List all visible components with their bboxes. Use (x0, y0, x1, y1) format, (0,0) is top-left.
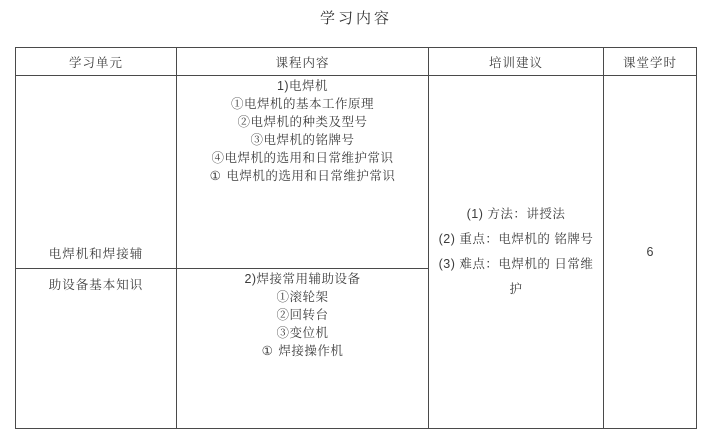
content-line: ②电焊机的种类及型号 (237, 115, 368, 129)
content-line: ④电焊机的选用和日常维护常识 (211, 151, 394, 165)
content-line: ①滚轮架 (276, 290, 329, 304)
col-header-learning-unit: 学习单元 (16, 48, 177, 76)
content-cell-welder (177, 76, 429, 269)
circled-one-serif-marker: ① (261, 342, 274, 358)
content-cell-auxiliary-equipment (177, 269, 429, 429)
content-line: ①电焊机的基本工作原理 (230, 97, 374, 111)
content-line: 2)焊接常用辅助设备 (244, 272, 361, 286)
content-line: ③电焊机的铭牌号 (250, 133, 355, 147)
suggestion-method: (1) 方法：讲授法 (466, 207, 566, 221)
content-line (177, 341, 428, 359)
page-title: 学习内容 (319, 10, 392, 27)
content-line: 1)电焊机 (276, 79, 329, 93)
circled-one-serif-marker: ① (209, 167, 222, 183)
content-lines-row2 (177, 269, 428, 359)
learning-content-table (15, 47, 697, 429)
unit-cell-top (16, 76, 177, 269)
content-line: ③变位机 (276, 326, 329, 340)
col-header-course-content: 课程内容 (177, 48, 429, 76)
content-line-text: 电焊机的选用和日常维护常识 (226, 169, 396, 183)
col-header-class-hours: 课堂学时 (604, 48, 697, 76)
header-row (16, 48, 697, 76)
body-row-1 (16, 76, 697, 269)
suggestions-block (429, 202, 603, 302)
suggestion-difficulty: (3) 难点：电焊机的 日常维护 (438, 257, 594, 296)
content-line (177, 166, 428, 184)
hours-cell: 6 (604, 76, 697, 429)
col-header-training-suggestions: 培训建议 (429, 48, 604, 76)
content-lines-row1 (177, 76, 428, 184)
unit-cell-bottom (16, 269, 177, 429)
content-line: ②回转台 (276, 308, 329, 322)
unit-text-line2: 助设备基本知识 (48, 278, 144, 292)
suggestion-key-point: (2) 重点：电焊机的 铭牌号 (438, 232, 594, 246)
suggestions-cell (429, 76, 604, 429)
content-line-text: 焊接操作机 (278, 344, 344, 358)
unit-text-line1: 电焊机和焊接辅 (48, 247, 144, 261)
